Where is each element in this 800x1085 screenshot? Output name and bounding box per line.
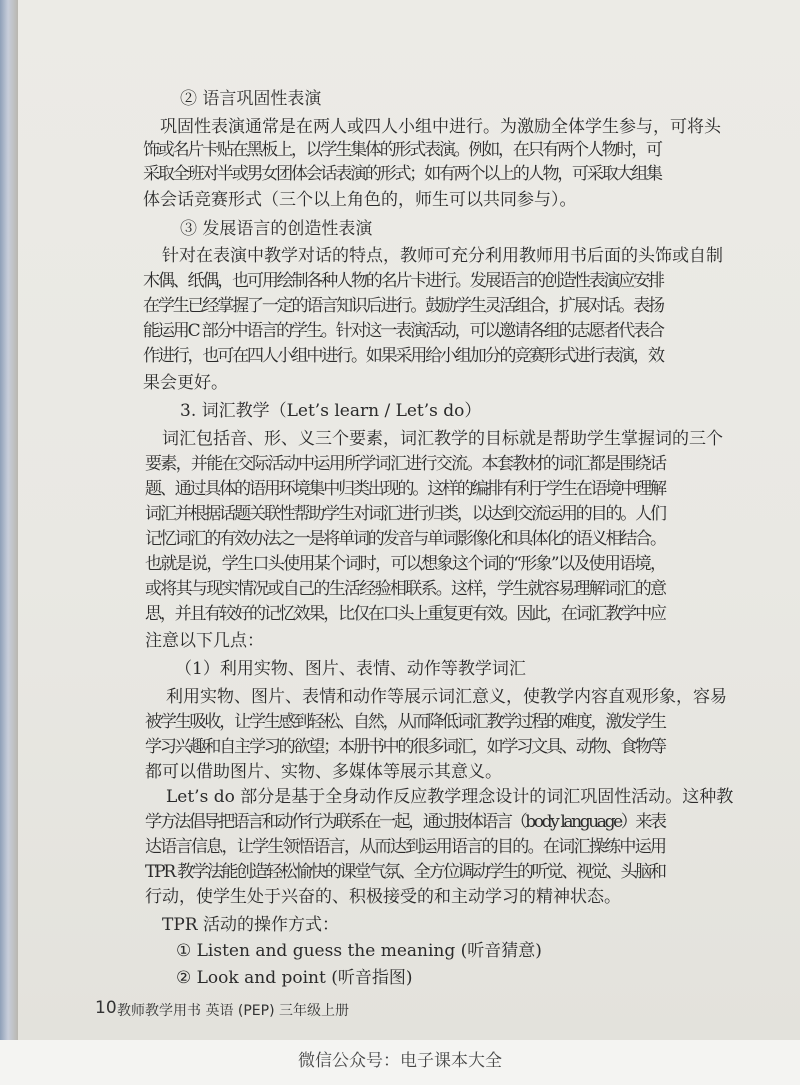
text-line: 词汇包括音、形、义三个要素，词汇教学的目标就是帮助学生掌握词的三个 — [162, 429, 723, 449]
text-line: 被学生吸收，让学生感到轻松、自然，从而降低词汇教学过程的难度，激发学生 — [145, 712, 665, 732]
text-line: 利用实物、图片、表情和动作等展示词汇意义，使教学内容直观形象，容易 — [166, 687, 727, 707]
text-line: 饰或名片卡贴在黑板上，以学生集体的形式表演。例如，在只有两个人物时，可 — [143, 140, 661, 160]
text-line: 或将其与现实情况或自己的生活经验相联系。这样，学生就容易理解词汇的意 — [145, 579, 666, 599]
text-line: 3. 词汇教学（Let’s learn / Let’s do） — [180, 401, 482, 421]
text-line: ③ 发展语言的创造性表演 — [180, 219, 373, 239]
text-line: 学习兴趣和自主学习的欲望；本册书中的很多词汇，如学习文具、动物、食物等 — [145, 737, 665, 757]
text-line: 在学生已经掌握了一定的语言知识后进行。鼓励学生灵活组合，扩展对话。表扬 — [143, 296, 663, 316]
watermark-text: 微信公众号：电子课本大全 — [298, 1051, 502, 1071]
text-line: ① Listen and guess the meaning (听音猜意) — [176, 941, 542, 961]
text-line: TPR 教学法能创造轻松愉快的课堂气氛、全方位调动学生的听觉、视觉、头脑和 — [145, 862, 665, 882]
text-line: 要素，并能在交际活动中运用所学词汇进行交流。本套教材的词汇都是围绕话 — [145, 454, 666, 474]
page-number: 10 — [95, 998, 117, 1018]
page-binding-edge — [0, 0, 18, 1040]
text-line: 达语言信息，让学生领悟语言，从而达到运用语言的目的。在词汇操练中运用 — [145, 837, 666, 857]
text-line: 采取全班对半或男女团体会话表演的形式；如有两个以上的人物，可采取大组集 — [143, 164, 661, 184]
text-line: 也就是说，学生口头使用某个词时，可以想象这个词的“形象”以及使用语境， — [145, 554, 666, 574]
text-line: 巩固性表演通常是在两人或四人小组中进行。为激励全体学生参与，可将头 — [160, 117, 721, 137]
text-line: 行动，使学生处于兴奋的、积极接受的和主动学习的精神状态。 — [145, 887, 621, 907]
text-line: 学方法倡导把语言和动作行为联系在一起，通过肢体语言（body language）来表 — [145, 812, 665, 832]
text-line: ② 语言巩固性表演 — [180, 89, 322, 109]
text-line: 记忆词汇的有效办法之一是将单词的发音与单词影像化和具体化的语义相结合。 — [145, 529, 665, 549]
text-line: Let’s do 部分是基于全身动作反应教学理念设计的词汇巩固性活动。这种教 — [166, 787, 734, 807]
running-footer-title: 教师教学用书 英语 (PEP) 三年级上册 — [117, 1003, 350, 1019]
text-line: 能运用C 部分中语言的学生。针对这一表演活动，可以邀请各组的志愿者代表合 — [143, 321, 663, 341]
text-line: 题、通过具体的语用环境集中归类出现的。这样的编排有利于学生在语境中理解 — [145, 479, 665, 499]
text-line: 木偶、纸偶，也可用绘制各种人物的名片卡进行。发展语言的创造性表演应安排 — [143, 271, 663, 291]
text-line: 注意以下几点： — [145, 631, 264, 651]
text-line: （1）利用实物、图片、表情、动作等教学词汇 — [175, 659, 526, 679]
text-line: 词汇并根据话题关联性帮助学生对词汇进行归类，以达到交流运用的目的。人们 — [145, 504, 665, 524]
text-line: 体会话竞赛形式（三个以上角色的，师生可以共同参与）。 — [143, 190, 577, 210]
text-line: 针对在表演中教学对话的特点，教师可充分利用教师用书后面的头饰或自制 — [162, 246, 723, 266]
text-line: 果会更好。 — [143, 373, 228, 393]
text-line: 都可以借助图片、实物、多媒体等展示其意义。 — [145, 762, 502, 782]
text-line: ② Look and point (听音指图) — [176, 968, 413, 988]
text-line: TPR 活动的操作方式： — [162, 915, 339, 935]
text-line: 作进行，也可在四人小组中进行。如果采用给小组加分的竞赛形式进行表演，效 — [143, 346, 663, 366]
text-line: 思，并且有较好的记忆效果，比仅在口头上重复更有效。因此，在词汇教学中应 — [145, 604, 665, 624]
